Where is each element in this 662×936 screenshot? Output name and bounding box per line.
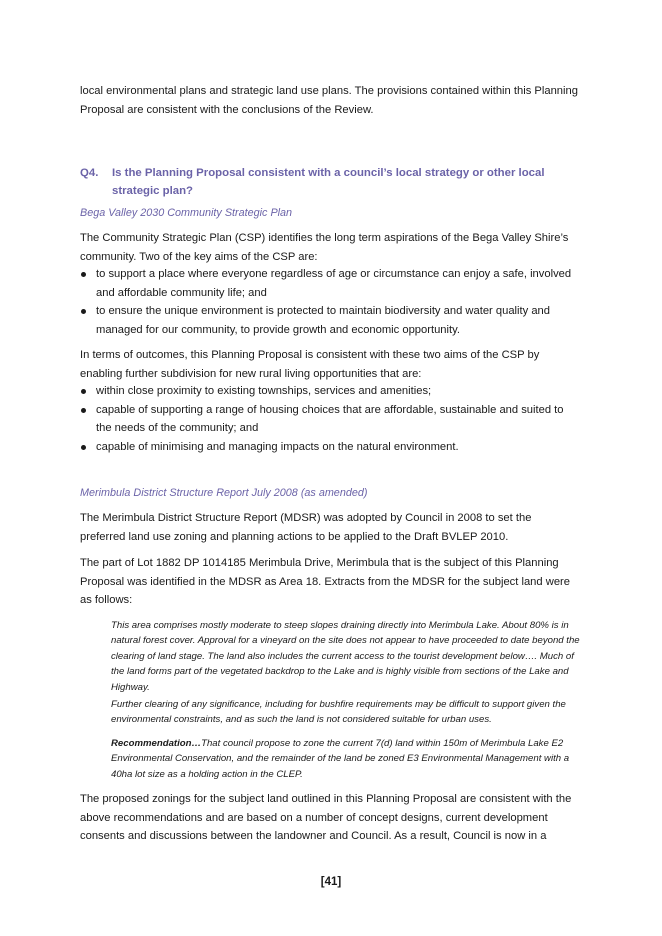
page-number: [41] xyxy=(320,876,342,888)
mdsr-paragraph-2: The part of Lot 1882 DP 1014185 Merimbula Drive, Merimbula that is the subject of this Planning Proposal was identified in the MDSR as Area 18. Extracts from the MDSR for the subject land were as follows: xyxy=(80,557,570,606)
list-item: capable of minimising and managing impacts on the natural environment. xyxy=(80,438,578,457)
recommendation-text: That council propose to zone the current 7(d) land within 150m of Merimbula Lake E2 Environmental Conservation, and the remainder of the land be zoned E3 Environmental Management with a 40ha lot size as a holding action in the CLEP. xyxy=(111,738,570,780)
csp-paragraph-1: The Community Strategic Plan (CSP) identifies the long term aspirations of the Bega Valley Shire’s community. Two of the key aims of the CSP are: xyxy=(80,232,569,263)
bullet-icon xyxy=(81,445,86,450)
bullet-icon xyxy=(81,408,86,413)
bullet-icon xyxy=(81,389,86,394)
mdsr-subheading: Merimbula District Structure Report July 2008 (as amended) xyxy=(80,487,368,499)
question-heading xyxy=(80,164,580,200)
question-text: Is the Planning Proposal consistent with a council’s local strategy or other local strategic plan? xyxy=(112,167,545,197)
recommendation-label: Recommendation… xyxy=(111,738,202,749)
question-number: Q4. xyxy=(80,167,99,179)
mdsr-quote-3 xyxy=(111,736,581,782)
csp-aims-list xyxy=(80,265,578,339)
bullet-icon xyxy=(81,309,86,314)
mdsr-quote-1: This area comprises mostly moderate to steep slopes draining directly into Merimbula Lake. About 80% is in natural forest cover. Approval for a vineyard on the site does not appear to have proceeded to date beyond the clearing of land stage. The land also includes the current access to the tourist development below…. Much of the land forms part of the vegetated backdrop to the Lake and is highly visible from sections of the Lake and Highway. xyxy=(111,620,580,693)
intro-paragraph: local environmental plans and strategic land use plans. The provisions contained within this Planning Proposal are consistent with the conclusions of the Review. xyxy=(80,85,578,116)
list-item: to ensure the unique environment is protected to maintain biodiversity and water quality and managed for our community, to provide growth and economic opportunity. xyxy=(80,302,578,339)
mdsr-paragraph-3: The proposed zonings for the subject land outlined in this Planning Proposal are consistent with the above recommendations and are based on a number of concept designs, current development consents and discussions between the landowner and Council. As a result, Council is now in a xyxy=(80,793,572,842)
bullet-icon xyxy=(81,272,86,277)
csp-subheading: Bega Valley 2030 Community Strategic Plan xyxy=(80,207,293,219)
csp-paragraph-2: In terms of outcomes, this Planning Proposal is consistent with these two aims of the CSP by enabling further subdivision for new rural living opportunities that are: xyxy=(80,349,540,380)
mdsr-quote-2: Further clearing of any significance, including for bushfire requirements may be difficult to support given the environmental constraints, and as such the land is not considered suitable for urban uses. xyxy=(111,699,566,726)
list-item: capable of supporting a range of housing choices that are affordable, sustainable and suited to the needs of the community; and xyxy=(80,401,578,438)
csp-outcomes-list xyxy=(80,382,578,456)
mdsr-paragraph-1: The Merimbula District Structure Report (MDSR) was adopted by Council in 2008 to set the preferred land use zoning and planning actions to be applied to the Draft BVLEP 2010. xyxy=(80,512,532,543)
list-item: to support a place where everyone regardless of age or circumstance can enjoy a safe, involved and affordable community life; and xyxy=(80,265,578,302)
list-item: within close proximity to existing townships, services and amenities; xyxy=(80,382,578,401)
